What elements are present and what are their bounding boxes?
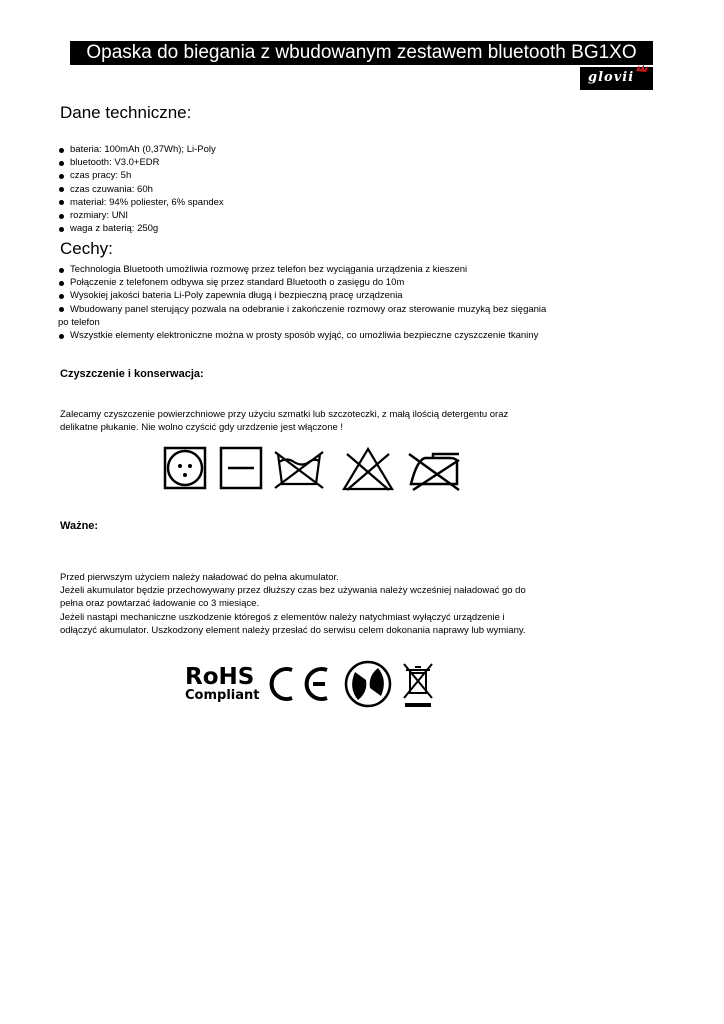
rohs-compliant-label: Compliant bbox=[185, 688, 260, 703]
list-item: Wysokiej jakości bateria Li-Poly zapewnia długą i bezpieczną pracę urządzenia bbox=[58, 289, 548, 302]
list-item: Połączenie z telefonem odbywa się przez standard Bluetooth o zasięgu do 10m bbox=[58, 276, 548, 289]
text-line: pełna oraz powtarzać ładowanie co 3 miesiące. bbox=[60, 598, 260, 610]
logo-text: glovii bbox=[588, 70, 635, 85]
certification-symbols bbox=[180, 660, 440, 710]
list-item: waga z baterią: 250g bbox=[58, 222, 224, 235]
tumble-dry-icon bbox=[165, 448, 205, 488]
cleaning-text bbox=[60, 408, 580, 434]
features-heading: Cechy: bbox=[60, 239, 113, 258]
drip-dry-icon bbox=[221, 448, 261, 488]
text-line: Jeżeli akumulator będzie przechowywany przez dłuższy czas bez używania należy wcześniej naładować go do bbox=[60, 585, 526, 597]
list-item: Wbudowany panel sterujący pozwala na odebranie i zakończenie rozmowy oraz sterowanie muzyką bez sięgania po telefon bbox=[58, 303, 547, 328]
list-item: materiał: 94% poliester, 6% spandex bbox=[58, 196, 224, 209]
cleaning-heading: Czyszczenie i konserwacja: bbox=[60, 368, 204, 380]
important-text bbox=[60, 571, 580, 637]
list-item: czas czuwania: 60h bbox=[58, 183, 224, 196]
do-not-bleach-icon bbox=[344, 449, 392, 490]
list-item: bateria: 100mAh (0,37Wh); Li-Poly bbox=[58, 143, 224, 156]
rohs-logo: RoHS bbox=[185, 664, 255, 690]
logo-star-icon bbox=[633, 63, 651, 77]
document-title: Opaska do biegania z wbudowanym zestawem bluetooth BG1XO bbox=[70, 41, 653, 65]
text-line: delikatne płukanie. Nie wolno czyścić gdy urzdzenie jest włączone ! bbox=[60, 422, 344, 434]
tech-heading: Dane techniczne: bbox=[60, 103, 192, 122]
text-line: Przed pierwszym użyciem należy naładować do pełna akumulator. bbox=[60, 572, 339, 583]
tech-list bbox=[58, 143, 224, 235]
do-not-iron-icon bbox=[409, 454, 459, 490]
brand-logo bbox=[580, 67, 653, 90]
weee-crossed-bin-icon bbox=[404, 664, 432, 707]
list-item: Technologia Bluetooth umożliwia rozmowę przez telefon bez wyciągania urządzenia z kieszeni bbox=[58, 263, 548, 276]
list-item: bluetooth: V3.0+EDR bbox=[58, 156, 224, 169]
text-line: Jeżeli nastąpi mechaniczne uszkodzenie któregoś z elementów należy natychmiast wyłączyć urządzenie i bbox=[60, 611, 505, 623]
ce-mark-icon bbox=[272, 669, 327, 699]
care-symbols bbox=[163, 446, 463, 494]
do-not-wash-icon bbox=[275, 452, 323, 488]
list-item: Wszystkie elementy elektroniczne można w prosty sposób wyjąć, co umożliwia bezpieczne czyszczenie tkaniny bbox=[58, 329, 548, 342]
text-line: Zalecamy czyszczenie powierzchniowe przy użyciu szmatki lub szczoteczki, z małą ilością detergentu oraz bbox=[60, 409, 509, 420]
text-line: odłączyć akumulator. Uszkodzony element należy przesłać do serwisu celem dokonania naprawy lub wymiany. bbox=[60, 624, 526, 636]
features-list bbox=[58, 263, 548, 342]
green-dot-icon bbox=[346, 662, 390, 706]
list-item: rozmiary: UNI bbox=[58, 209, 224, 222]
list-item: czas pracy: 5h bbox=[58, 169, 224, 182]
important-heading: Ważne: bbox=[60, 520, 99, 532]
